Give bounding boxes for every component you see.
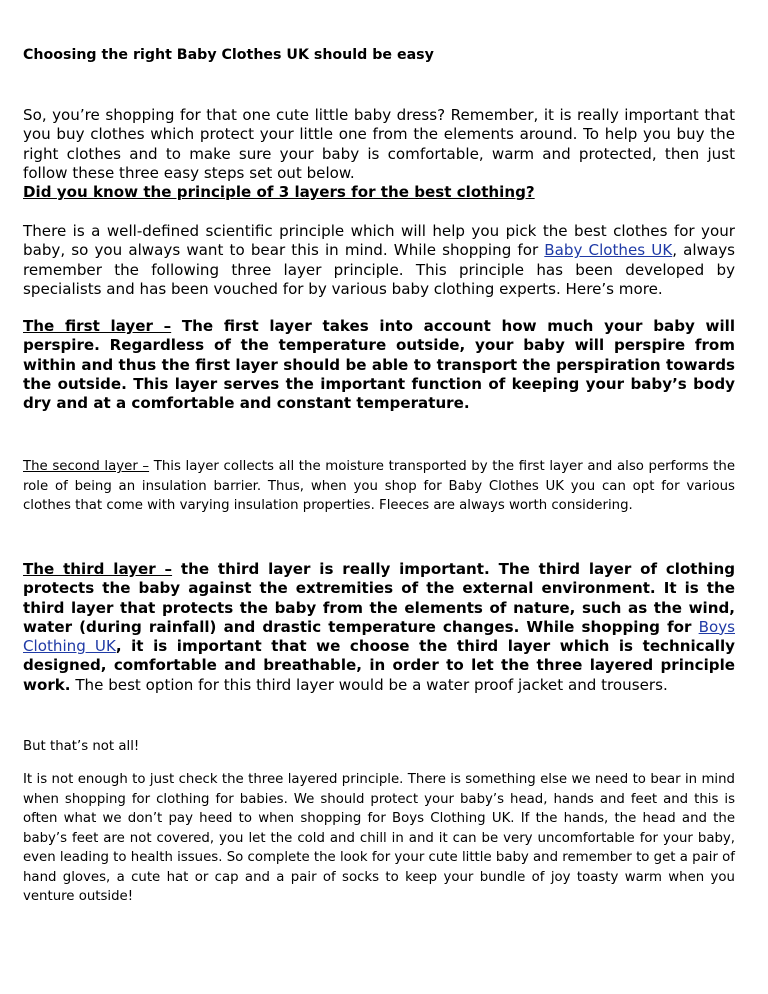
second-layer-paragraph: [23, 457, 735, 516]
third-layer-normal-text: The best option for this third layer would be a water proof jacket and trousers.: [70, 675, 668, 694]
principle-paragraph: [23, 222, 735, 299]
third-layer-bold-after: , it is important that we choose the third layer which is technically designed, comfortable and breathable, in order to let the three layered principle work.: [23, 637, 735, 694]
not-all-paragraph: But that’s not all!: [23, 739, 140, 754]
first-layer-label: The first layer –: [23, 317, 172, 335]
closing-paragraph: It is not enough to just check the three layered principle. There is something else we need to bear in mind when shopping for clothing for babies. We should protect your baby’s head, hands and feet and this is often what we don’t pay heed to when shopping for Boys Clothing UK. If the hands, the head and the baby’s feet are not covered, you let the cold and chill in and it can be very uncomfortable for your baby, even leading to health issues. So complete the look for your cute little baby and remember to get a pair of hand gloves, a cute hat or cap and a pair of socks to keep your bundle of joy toasty warm when you venture outside!: [23, 772, 735, 904]
third-layer-paragraph: [23, 560, 735, 695]
first-layer-paragraph: [23, 317, 735, 413]
document-title: Choosing the right Baby Clothes UK should be easy: [23, 47, 434, 63]
principle-heading: Did you know the principle of 3 layers for the best clothing?: [23, 183, 535, 201]
intro-paragraph: So, you’re shopping for that one cute little baby dress? Remember, it is really important that you buy clothes which protect your little one from the elements around. To help you buy the right clothes and to make sure your baby is comfortable, warm and protected, then just follow these three easy steps set out below.: [23, 106, 735, 182]
principle-text-before: There is a well-defined scientific principle which will help you pick the best clothes for your baby, so you always want to bear this in mind. While shopping for: [23, 222, 735, 260]
boys-clothing-uk-link[interactable]: Boys Clothing UK: [23, 617, 735, 656]
first-layer-text: The first layer takes into account how much your baby will perspire. Regardless of the temperature outside, your baby will perspire from within and thus the first layer should be able to transport the perspiration towards the outside. This layer serves the important function of keeping your baby’s body dry and at a comfortable and constant temperature.: [23, 317, 735, 413]
third-layer-bold-before: the third layer is really important. The third layer of clothing protects the baby against the extremities of the external environment. It is the third layer that protects the baby from the elements of nature, such as the wind, water (during rainfall) and drastic temperature changes. While shopping for: [23, 560, 735, 636]
second-layer-label: The second layer –: [23, 459, 150, 474]
baby-clothes-uk-link[interactable]: Baby Clothes UK: [544, 241, 673, 260]
third-layer-label: The third layer –: [23, 560, 173, 578]
principle-text-after: , always remember the following three layer principle. This principle has been developed by specialists and has been vouched for by various baby clothing experts. Here’s more.: [23, 241, 735, 298]
second-layer-text: This layer collects all the moisture transported by the first layer and also performs the role of being an insulation barrier. Thus, when you shop for Baby Clothes UK you can opt for various clothes that come with varying insulation properties. Fleeces are always worth considering.: [23, 459, 735, 513]
